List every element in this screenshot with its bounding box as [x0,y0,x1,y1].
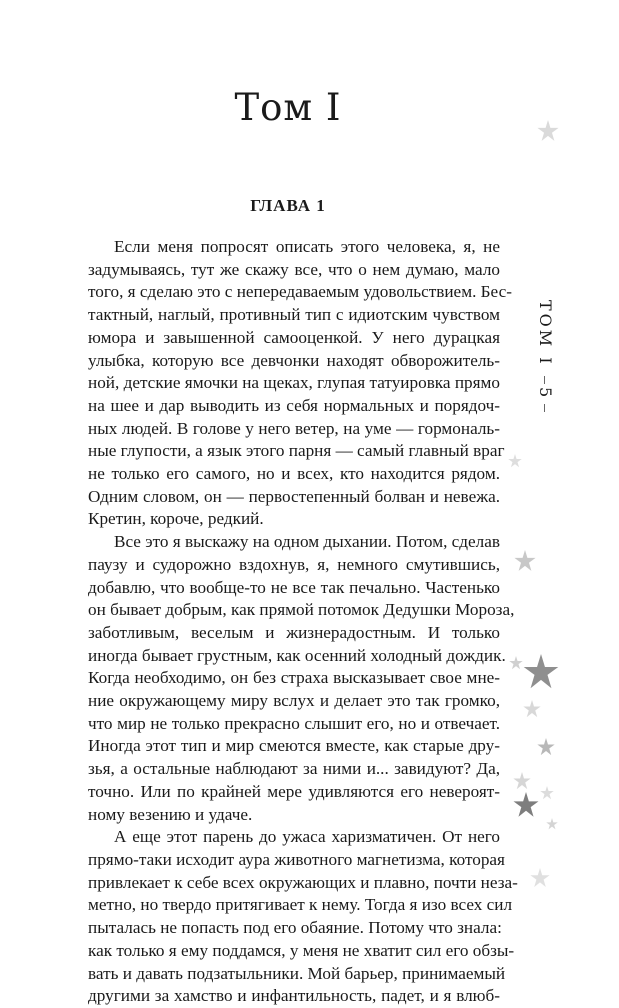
text-line: А еще этот парень до ужаса харизматичен. От него [114,827,500,847]
star-icon [509,656,523,670]
text-line: привлекает к себе всех окружающих и плавно, почти неза- [88,872,518,892]
text-line: Кретин, короче, редкий. [88,509,264,529]
paragraph [88,236,512,531]
star-icon [514,550,536,572]
paragraph [88,531,515,826]
star-icon [540,786,554,800]
chapter-body [88,236,518,1008]
text-line: точно. Или по крайней мере удивляются его невероят- [88,781,500,801]
text-line: того, я сделаю это с непередаваемым удовольствием. Бес- [88,282,512,302]
text-line: ному везению и удаче. [88,804,253,824]
text-line: Иногда этот тип и мир смеются вместе, как старые дру- [88,736,500,756]
text-line: на шее и дар выводить из себя нормальных и порядоч- [88,395,500,415]
text-line: он бывает добрым, как прямой потомок Дедушки Мороза, [88,600,515,620]
text-line: зья, а остальные наблюдают за ними и... завидуют? Да, [88,759,500,779]
text-line: пыталась не попасть под его обаяние. Потому что знала: [88,918,502,938]
text-line: что мир не только прекрасно слышит его, но и отвечает. [88,713,500,733]
star-icon [513,772,531,790]
text-line: прямо-таки исходит аура животного магнетизма, которая [88,849,505,869]
text-line: юмора и завышенной самооценкой. У него дурацкая [88,327,500,347]
text-line: ной, детские ямочки на щеках, глупая татуировка прямо [88,373,500,393]
text-line: Одним словом, он — первостепенный болван и невежа. [88,486,500,506]
volume-title: Том I [234,86,342,129]
text-line: Если меня попросят описать этого человека, я, не [114,237,500,256]
paragraph [88,826,518,1008]
text-line: как только я ему поддамся, у меня не хватит сил его обзы- [88,940,515,960]
text-line: не только его самого, но и всех, кто находится рядом. [88,464,500,484]
text-line: Когда необходимо, он без страха высказывает свое мне- [88,668,500,688]
text-line: заботливым, веселым и жизнерадостным. И только [88,622,500,642]
text-line: тактный, наглый, противный тип с идиотским чувством [88,305,500,325]
text-line: задумываясь, тут же скажу все, что о нем думаю, мало [88,259,500,279]
text-line: Все это я выскажу на одном дыхании. Потом, сделав [114,532,500,552]
text-line: ных людей. В голове у него ветер, на уме — гормональ- [88,418,500,438]
text-line: ние окружающему миру вслух и делает это так громко, [88,691,500,711]
star-icon [523,700,541,718]
text-line: другими за хамство и инфантильность, падет, и я влюб- [88,986,500,1006]
text-line: ные глупости, а язык этого парня — самый главный враг [88,441,505,461]
chapter-title: ГЛАВА 1 [250,196,326,215]
star-icon [523,654,559,690]
text-line: улыбка, которую все девчонки находят обворожитель- [88,350,500,370]
star-icon [530,868,550,888]
page-number: 5 [536,387,555,398]
text-line: паузу и судорожно вздохнув, я, немного смутившись, [88,554,500,574]
star-icon [537,738,555,756]
text-line: добавлю, что вообще-то не все так печально. Частенько [88,577,500,597]
star-icon [546,818,558,830]
star-icon [513,792,539,818]
text-line: вать и давать подзатыльники. Мой барьер, принимаемый [88,963,506,983]
star-icon [537,120,559,142]
text-line: иногда бывает грустным, как осенний холодный дождик. [88,645,506,665]
page-number-rule [544,376,545,384]
text-line: метно, но твердо притягивает к нему. Тогда я изо всех сил [88,895,513,915]
running-head: ТОМ I [536,300,555,367]
star-icon [508,454,522,468]
page-number-rule [544,404,545,412]
